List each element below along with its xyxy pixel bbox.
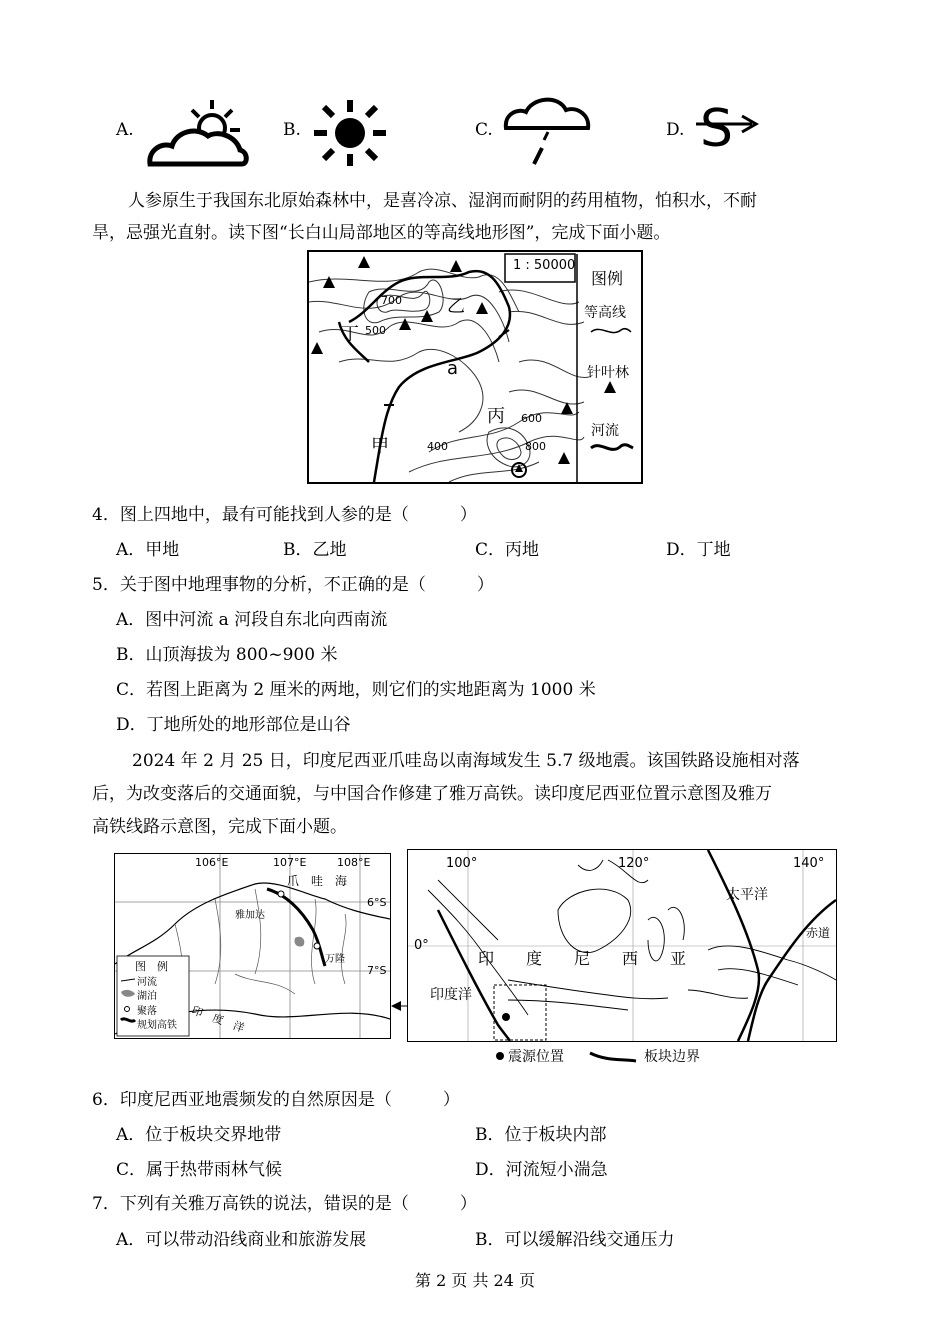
partly-cloudy-icon xyxy=(144,98,254,170)
q7-option-a[interactable]: A．可以带动沿线商业和旅游发展 xyxy=(116,1230,367,1250)
legend-title: 图例 xyxy=(591,269,624,288)
lat-7s: 7°S xyxy=(367,964,387,977)
bandung-label: 万隆 xyxy=(325,954,345,965)
q6-option-a[interactable]: A．位于板块交界地带 xyxy=(116,1125,282,1145)
legend-contour-label: 等高线 xyxy=(584,305,626,321)
plate-boundary-icon xyxy=(588,1049,638,1063)
legend-river-icon xyxy=(589,440,635,456)
epicenter-label: 震源位置 xyxy=(508,1049,564,1065)
java-legend-river: 河流 xyxy=(137,977,157,988)
lon-106: 106°E xyxy=(195,856,229,869)
q5-option-a[interactable]: A．图中河流 a 河段自东北向西南流 xyxy=(116,610,388,630)
java-legend-title: 图 例 xyxy=(135,960,168,973)
lat-0: 0° xyxy=(414,938,429,953)
option-b-label: B. xyxy=(283,120,301,140)
q4-stem: 4．图上四地中，最有可能找到人参的是（ ） xyxy=(92,505,477,525)
contour-map xyxy=(307,250,643,484)
q4-option-a[interactable]: A．甲地 xyxy=(116,540,180,560)
intro1-line2: 旱，忌强光直射。读下图“长白山局部地区的等高线地形图”，完成下面小题。 xyxy=(92,223,671,243)
option-a-label: A. xyxy=(116,120,134,140)
java-legend-lake: 湖泊 xyxy=(137,991,157,1002)
q7-options-row1 xyxy=(0,1225,950,1249)
indonesia-label: 印 度 尼 西 亚 xyxy=(478,949,687,968)
contour-600: 600 xyxy=(521,412,542,425)
lon-120: 120° xyxy=(618,856,650,871)
contour-400: 400 xyxy=(427,440,448,453)
lon-140: 140° xyxy=(793,856,825,871)
map-scale: 1 : 50000 xyxy=(513,258,576,273)
contour-500: 500 xyxy=(365,324,386,337)
intro2-line2: 后，为改变落后的交通面貌，与中国合作修建了雅万高铁。读印度尼西亚位置示意图及雅万 xyxy=(92,784,772,804)
java-railway-map xyxy=(114,853,391,1039)
intro1-line1: 人参原生于我国东北原始森林中，是喜冷凉、湿润而耐阴的药用植物，怕积水，不耐 xyxy=(128,191,757,211)
option-c-label: C. xyxy=(475,120,493,140)
lon-100: 100° xyxy=(446,856,478,871)
q5-stem: 5．关于图中地理事物的分析，不正确的是（ ） xyxy=(92,575,494,595)
label-ding: 丁 xyxy=(341,324,359,345)
legend-contour-icon xyxy=(589,324,633,338)
lon-107: 107°E xyxy=(273,856,307,869)
legend-forest-label: 针叶林 xyxy=(587,365,629,381)
legend-river-label: 河流 xyxy=(591,423,619,439)
q6-option-b[interactable]: B．位于板块内部 xyxy=(475,1125,607,1145)
q7-stem: 7．下列有关雅万高铁的说法，错误的是（ ） xyxy=(92,1194,477,1214)
epicenter-icon xyxy=(496,1052,504,1060)
contour-800: 800 xyxy=(525,440,546,453)
sandstorm-icon xyxy=(692,96,764,156)
java-legend-settlement: 聚落 xyxy=(137,1006,157,1017)
q6-option-c[interactable]: C．属于热带雨林气候 xyxy=(116,1160,283,1180)
indonesia-map xyxy=(407,849,837,1042)
option-d-label: D. xyxy=(666,120,685,140)
q6-options-row2 xyxy=(0,1155,950,1179)
sunny-icon xyxy=(310,98,390,168)
label-yi: 乙 xyxy=(447,296,465,317)
intro2-line1: 2024 年 2 月 25 日，印度尼西亚爪哇岛以南海域发生 5.7 级地震。该国铁路设施相对落 xyxy=(132,751,800,771)
lat-6s: 6°S xyxy=(367,896,387,909)
svg-text:S: S xyxy=(700,99,734,156)
label-jia: 甲 xyxy=(371,436,389,457)
intro2-line3: 高铁线路示意图，完成下面小题。 xyxy=(92,817,347,837)
q6-stem: 6．印度尼西亚地震频发的自然原因是（ ） xyxy=(92,1090,460,1110)
label-bing: 丙 xyxy=(487,406,505,427)
equator-label: 赤道 xyxy=(806,926,831,940)
rain-cloud-icon xyxy=(502,92,594,172)
page-footer: 第 2 页 共 24 页 xyxy=(415,1271,535,1290)
q7-option-b[interactable]: B．可以缓解沿线交通压力 xyxy=(475,1230,675,1250)
java-sea-label: 爪 哇 海 xyxy=(287,874,348,888)
boundary-label: 板块边界 xyxy=(644,1049,700,1065)
java-legend-rail: 规划高铁 xyxy=(137,1020,177,1031)
jakarta-label: 雅加达 xyxy=(235,910,265,921)
indo-map-legend xyxy=(496,1046,700,1066)
q6-options-row1 xyxy=(0,1120,950,1144)
q5-option-b[interactable]: B．山顶海拔为 800~900 米 xyxy=(116,645,338,665)
q4-option-b[interactable]: B．乙地 xyxy=(283,540,347,560)
legend-forest-icon xyxy=(603,380,617,394)
q5-option-c[interactable]: C．若图上距离为 2 厘米的两地，则它们的实地距离为 1000 米 xyxy=(116,680,596,700)
q4-option-c[interactable]: C．丙地 xyxy=(475,540,540,560)
indian-ocean-small-label: 印 度 洋 xyxy=(189,1003,246,1035)
q5-option-d[interactable]: D．丁地所处的地形部位是山谷 xyxy=(116,715,351,735)
q6-option-d[interactable]: D．河流短小湍急 xyxy=(475,1160,608,1180)
q4-options xyxy=(0,535,950,559)
label-a: a xyxy=(447,358,459,379)
lon-108: 108°E xyxy=(337,856,371,869)
indian-ocean-label: 印度洋 xyxy=(430,987,472,1003)
q4-option-d[interactable]: D．丁地 xyxy=(666,540,731,560)
pacific-label: 太平洋 xyxy=(726,887,768,903)
contour-700: 700 xyxy=(381,294,402,307)
